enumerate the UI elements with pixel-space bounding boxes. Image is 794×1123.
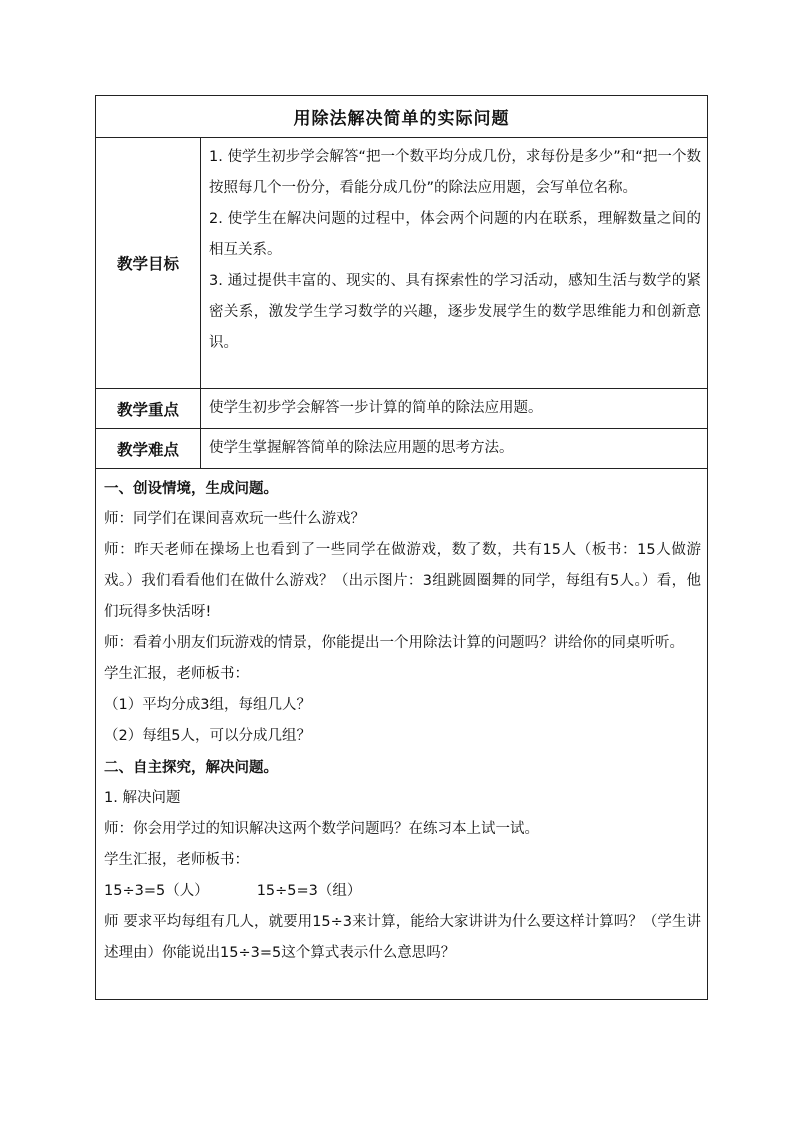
process-line-4: 学生汇报，老师板书： bbox=[104, 666, 249, 682]
equation-1: 15÷3=5（人） bbox=[104, 883, 209, 899]
process-line-7: 1. 解决问题 bbox=[104, 790, 181, 806]
equation-2: 15÷5=3（组） bbox=[256, 883, 362, 899]
goal-item-1: 1. 使学生初步学会解答“把一个数平均分成几份，求每份是多少”和“把一个数按照每几个一份分，看能分成几份”的除法应用题，会写单位名称。 bbox=[209, 149, 701, 196]
process-line-5: （1）平均分成3组，每组几人？ bbox=[104, 697, 311, 713]
goals-label: 教学目标 bbox=[96, 138, 201, 389]
difficulty-text: 使学生掌握解答简单的除法应用题的思考方法。 bbox=[201, 429, 708, 469]
section-1-title: 一、创设情境，生成问题。 bbox=[104, 480, 278, 497]
goal-item-2: 2. 使学生在解决问题的过程中，体会两个问题的内在联系，理解数量之间的相互关系。 bbox=[209, 211, 701, 258]
difficulty-label: 教学难点 bbox=[96, 429, 201, 469]
key-point-label: 教学重点 bbox=[96, 389, 201, 429]
section-2-title: 二、自主探究，解决问题。 bbox=[104, 759, 278, 776]
process-line-1: 师：同学们在课间喜欢玩一些什么游戏？ bbox=[104, 511, 365, 527]
process-line-6: （2）每组5人，可以分成几组？ bbox=[104, 728, 311, 744]
lesson-plan-table bbox=[95, 95, 708, 1000]
process-line-2: 师：昨天老师在操场上也看到了一些同学在做游戏，数了数，共有15人（板书：15人做游戏。）我们看看他们在做什么游戏？（出示图片：3组跳圆圈舞的同学，每组有5人。）看，他们玩得多快活呀! bbox=[104, 542, 701, 620]
equations-line bbox=[104, 876, 701, 907]
process-line-8: 师：你会用学过的知识解决这两个数学问题吗？在练习本上试一试。 bbox=[104, 821, 539, 837]
lesson-title: 用除法解决简单的实际问题 bbox=[96, 96, 708, 138]
process-line-9: 学生汇报，老师板书： bbox=[104, 852, 249, 868]
process-line-3: 师：看着小朋友们玩游戏的情景，你能提出一个用除法计算的问题吗？讲给你的同桌听听。 bbox=[104, 635, 684, 651]
teaching-process bbox=[96, 469, 708, 1000]
process-line-10: 师 要求平均每组有几人，就要用15÷3来计算，能给大家讲讲为什么要这样计算吗？（学生讲述理由）你能说出15÷3=5这个算式表示什么意思吗？ bbox=[104, 914, 701, 961]
key-point-text: 使学生初步学会解答一步计算的简单的除法应用题。 bbox=[201, 389, 708, 429]
goal-item-3: 3. 通过提供丰富的、现实的、具有探索性的学习活动，感知生活与数学的紧密关系，激发学生学习数学的兴趣，逐步发展学生的数学思维能力和创新意识。 bbox=[209, 273, 701, 351]
goals-content bbox=[201, 138, 708, 389]
